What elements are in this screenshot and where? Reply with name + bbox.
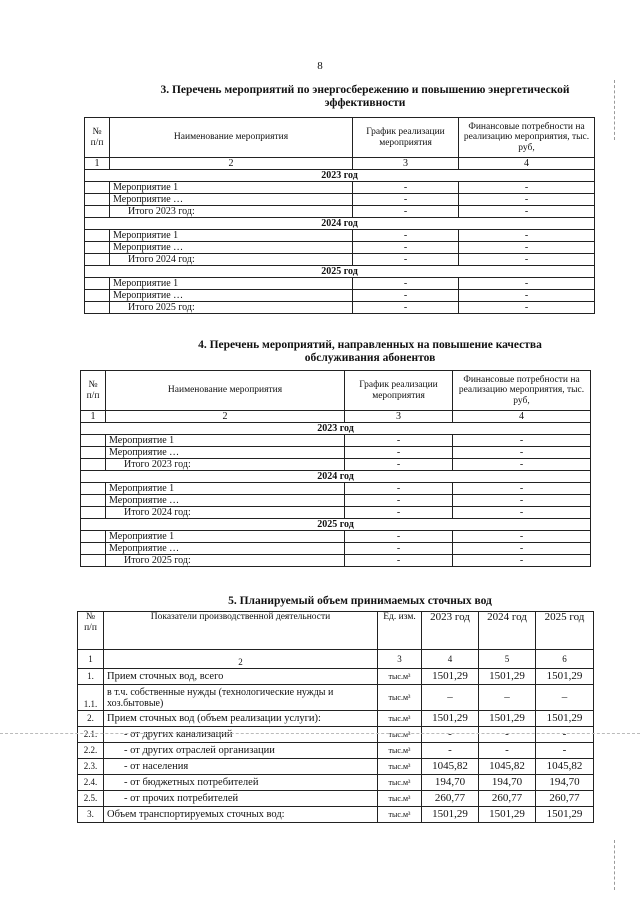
- col-header-2023: 2023 год: [422, 612, 479, 650]
- unit-cell: тыс.м³: [378, 791, 422, 807]
- table-row: [85, 242, 595, 254]
- value-2023: 1501,29: [422, 711, 479, 727]
- col-number: 4: [422, 650, 479, 669]
- finance-cell: -: [453, 543, 591, 555]
- scan-margin-mark: [614, 840, 616, 890]
- schedule-cell: -: [345, 435, 453, 447]
- col-number: 6: [536, 650, 594, 669]
- col-header-name: Наименование мероприятия: [106, 371, 345, 411]
- col-number: 2: [104, 650, 378, 669]
- col-number: 3: [353, 158, 459, 170]
- finance-cell: -: [453, 495, 591, 507]
- year-heading: 2025 год: [81, 519, 591, 531]
- total-label: Итого 2025 год:: [110, 302, 353, 314]
- table-row: [85, 194, 595, 206]
- table-row: [78, 775, 594, 791]
- col-header-finance: Финансовые потребности на реализацию мероприятия, тыс. руб,: [459, 118, 595, 158]
- table-row: [85, 302, 595, 314]
- total-label: Итого 2023 год:: [110, 206, 353, 218]
- value-2024: 1501,29: [479, 711, 536, 727]
- year-heading: 2025 год: [85, 266, 595, 278]
- value-2024: -: [479, 727, 536, 743]
- schedule-cell: -: [345, 555, 453, 567]
- col-number: 3: [345, 411, 453, 423]
- value-2025: -: [536, 743, 594, 759]
- value-2025: 1501,29: [536, 807, 594, 823]
- value-2024: –: [479, 685, 536, 711]
- col-header-2024: 2024 год: [479, 612, 536, 650]
- scan-artifact-line: [0, 733, 640, 734]
- value-2023: -: [422, 743, 479, 759]
- value-2024: -: [479, 743, 536, 759]
- measure-name: Мероприятие …: [110, 194, 353, 206]
- value-2025: 1501,29: [536, 669, 594, 685]
- schedule-cell: -: [345, 483, 453, 495]
- table-row: [85, 254, 595, 266]
- table-header-row: [78, 612, 594, 650]
- schedule-cell: -: [345, 447, 453, 459]
- total-label: Итого 2024 год:: [106, 507, 345, 519]
- measure-name: Мероприятие …: [110, 242, 353, 254]
- value-2023: –: [422, 685, 479, 711]
- row-number: 2.3.: [78, 759, 104, 775]
- col-header-schedule: График реализации мероприятия: [345, 371, 453, 411]
- finance-cell: -: [459, 278, 595, 290]
- scan-margin-mark: [614, 80, 616, 140]
- section4-title-line2: обслуживания абонентов: [304, 352, 436, 364]
- page-number: 8: [317, 60, 323, 72]
- section4-title-line1: 4. Перечень мероприятий, направленных на повышение качества: [198, 339, 542, 351]
- row-number: 2.: [78, 711, 104, 727]
- schedule-cell: -: [345, 459, 453, 471]
- year-heading: 2023 год: [81, 423, 591, 435]
- table-row: [85, 290, 595, 302]
- measure-name: Мероприятие 1: [110, 278, 353, 290]
- finance-cell: -: [453, 531, 591, 543]
- col-number: 1: [81, 411, 106, 423]
- indicator-name: - от бюджетных потребителей: [104, 775, 378, 791]
- value-2024: 1501,29: [479, 807, 536, 823]
- total-label: Итого 2025 год:: [106, 555, 345, 567]
- year-heading: 2024 год: [85, 218, 595, 230]
- unit-cell: тыс.м³: [378, 759, 422, 775]
- value-2024: 194,70: [479, 775, 536, 791]
- schedule-cell: -: [345, 531, 453, 543]
- measure-name: Мероприятие 1: [106, 483, 345, 495]
- value-2023: 1045,82: [422, 759, 479, 775]
- total-label: Итого 2023 год:: [106, 459, 345, 471]
- value-2024: 1045,82: [479, 759, 536, 775]
- row-number: 3.: [78, 807, 104, 823]
- value-2023: 1501,29: [422, 669, 479, 685]
- table-row: [78, 727, 594, 743]
- unit-cell: тыс.м³: [378, 685, 422, 711]
- column-number-row: [81, 411, 591, 423]
- unit-cell: тыс.м³: [378, 807, 422, 823]
- finance-cell: -: [459, 290, 595, 302]
- value-2023: 1501,29: [422, 807, 479, 823]
- row-number: 2.5.: [78, 791, 104, 807]
- value-2023: 194,70: [422, 775, 479, 791]
- unit-cell: тыс.м³: [378, 669, 422, 685]
- finance-cell: -: [459, 194, 595, 206]
- schedule-cell: -: [345, 495, 453, 507]
- schedule-cell: -: [353, 278, 459, 290]
- col-number: 4: [459, 158, 595, 170]
- column-number-row: [85, 158, 595, 170]
- section3-title-line1: 3. Перечень мероприятий по энергосбережению и повышению энергетической: [160, 84, 570, 96]
- table-header-row: [85, 118, 595, 158]
- finance-cell: -: [453, 483, 591, 495]
- unit-cell: тыс.м³: [378, 727, 422, 743]
- finance-cell: -: [453, 459, 591, 471]
- col-header-number: № п/п: [81, 371, 106, 411]
- measure-name: Мероприятие 1: [106, 531, 345, 543]
- unit-cell: тыс.м³: [378, 743, 422, 759]
- row-number: 2.2.: [78, 743, 104, 759]
- measure-name: Мероприятие …: [106, 495, 345, 507]
- total-label: Итого 2024 год:: [110, 254, 353, 266]
- measure-name: Мероприятие …: [106, 447, 345, 459]
- col-number: 2: [110, 158, 353, 170]
- finance-cell: -: [459, 230, 595, 242]
- schedule-cell: -: [353, 206, 459, 218]
- value-2023: 260,77: [422, 791, 479, 807]
- col-number: 1: [85, 158, 110, 170]
- col-number: 2: [106, 411, 345, 423]
- value-2025: 194,70: [536, 775, 594, 791]
- section4-title: [150, 339, 590, 365]
- value-2025: 1045,82: [536, 759, 594, 775]
- schedule-cell: -: [353, 302, 459, 314]
- schedule-cell: -: [353, 182, 459, 194]
- col-number: 1: [78, 650, 104, 669]
- value-2024: 1501,29: [479, 669, 536, 685]
- indicator-name: Прием сточных вод (объем реализации услуги):: [104, 711, 378, 727]
- measure-name: Мероприятие 1: [106, 435, 345, 447]
- column-number-row: [78, 650, 594, 669]
- col-header-finance: Финансовые потребности на реализацию мероприятия, тыс. руб,: [453, 371, 591, 411]
- value-2025: –: [536, 685, 594, 711]
- col-number: 4: [453, 411, 591, 423]
- col-header-number: № п/п: [85, 118, 110, 158]
- indicator-name: Объем транспортируемых сточных вод:: [104, 807, 378, 823]
- finance-cell: -: [459, 206, 595, 218]
- section5-table: [77, 611, 594, 823]
- indicator-name: - от других канализаций: [104, 727, 378, 743]
- table-row: [81, 495, 591, 507]
- table-row: [85, 278, 595, 290]
- section5-title: 5. Планируемый объем принимаемых сточных вод: [228, 595, 492, 607]
- year-heading: 2023 год: [85, 170, 595, 182]
- finance-cell: -: [459, 302, 595, 314]
- col-header-unit: Ед. изм.: [378, 612, 422, 650]
- col-header-2025: 2025 год: [536, 612, 594, 650]
- table-row: [78, 711, 594, 727]
- measure-name: Мероприятие …: [106, 543, 345, 555]
- indicator-name: в т.ч. собственные нужды (технологические нужды и хоз.бытовые): [104, 685, 378, 711]
- col-number: 3: [378, 650, 422, 669]
- schedule-cell: -: [353, 254, 459, 266]
- table-row: [78, 759, 594, 775]
- value-2023: -: [422, 727, 479, 743]
- year-heading: 2024 год: [81, 471, 591, 483]
- finance-cell: -: [453, 447, 591, 459]
- row-number: 2.4.: [78, 775, 104, 791]
- finance-cell: -: [453, 555, 591, 567]
- table-row: [81, 435, 591, 447]
- table-row: [81, 483, 591, 495]
- schedule-cell: -: [345, 543, 453, 555]
- table-row: [81, 543, 591, 555]
- value-2025: 260,77: [536, 791, 594, 807]
- row-number: 1.1.: [78, 685, 104, 711]
- finance-cell: -: [459, 242, 595, 254]
- value-2024: 260,77: [479, 791, 536, 807]
- table-row: [81, 507, 591, 519]
- unit-cell: тыс.м³: [378, 775, 422, 791]
- table-row: [81, 459, 591, 471]
- finance-cell: -: [459, 254, 595, 266]
- section3-title: [130, 84, 600, 110]
- col-header-schedule: График реализации мероприятия: [353, 118, 459, 158]
- finance-cell: -: [453, 435, 591, 447]
- table-row: [81, 555, 591, 567]
- measure-name: Мероприятие …: [110, 290, 353, 302]
- schedule-cell: -: [353, 242, 459, 254]
- schedule-cell: -: [353, 230, 459, 242]
- row-number: 2.1.: [78, 727, 104, 743]
- section4-table: [80, 370, 591, 567]
- indicator-name: - от населения: [104, 759, 378, 775]
- measure-name: Мероприятие 1: [110, 230, 353, 242]
- table-row: [78, 685, 594, 711]
- finance-cell: -: [459, 182, 595, 194]
- unit-cell: тыс.м³: [378, 711, 422, 727]
- table-header-row: [81, 371, 591, 411]
- table-row: [85, 206, 595, 218]
- table-row: [78, 743, 594, 759]
- schedule-cell: -: [345, 507, 453, 519]
- col-header-name: Наименование мероприятия: [110, 118, 353, 158]
- indicator-name: Прием сточных вод, всего: [104, 669, 378, 685]
- table-row: [85, 230, 595, 242]
- table-row: [81, 447, 591, 459]
- section3-title-line2: эффективности: [324, 97, 406, 109]
- indicator-name: - от прочих потребителей: [104, 791, 378, 807]
- value-2025: -: [536, 727, 594, 743]
- value-2025: 1501,29: [536, 711, 594, 727]
- measure-name: Мероприятие 1: [110, 182, 353, 194]
- table-row: [85, 182, 595, 194]
- col-header-number: № п/п: [78, 612, 104, 650]
- row-number: 1.: [78, 669, 104, 685]
- indicator-name: - от других отраслей организации: [104, 743, 378, 759]
- table-row: [78, 807, 594, 823]
- col-header-indicator: Показатели производственной деятельности: [104, 612, 378, 650]
- section3-table: [84, 117, 595, 314]
- table-row: [81, 531, 591, 543]
- table-row: [78, 791, 594, 807]
- table-row: [78, 669, 594, 685]
- schedule-cell: -: [353, 290, 459, 302]
- col-number: 5: [479, 650, 536, 669]
- finance-cell: -: [453, 507, 591, 519]
- schedule-cell: -: [353, 194, 459, 206]
